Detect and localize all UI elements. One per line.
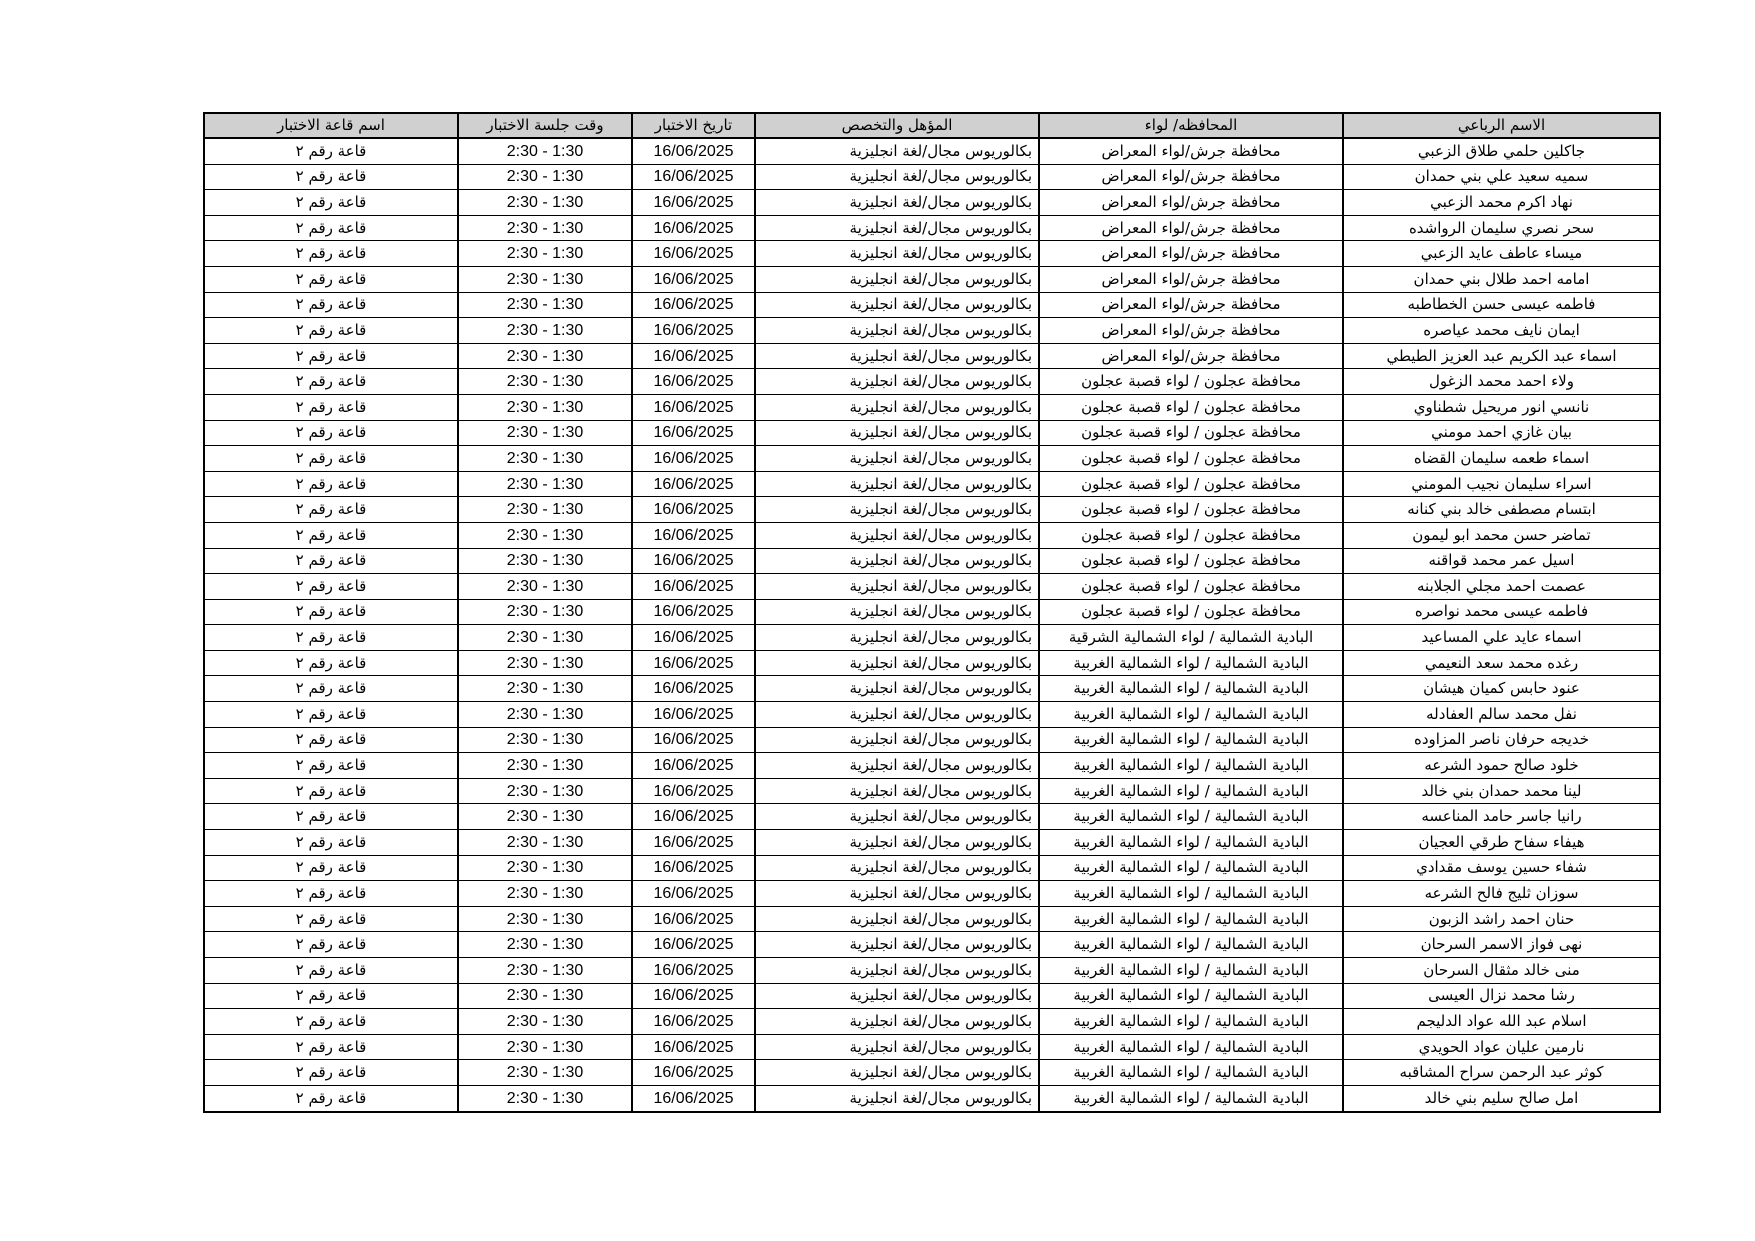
table-row — [204, 394, 1660, 420]
header-qualification: المؤهل والتخصص — [755, 113, 1039, 138]
room-cell: قاعة رقم ٢ — [204, 1034, 458, 1060]
date-cell: 16/06/2025 — [632, 1009, 755, 1035]
name-cell: جاكلين حلمي طلاق الزعبي — [1343, 138, 1660, 164]
room-cell: قاعة رقم ٢ — [204, 190, 458, 216]
date-cell: 16/06/2025 — [632, 343, 755, 369]
table-row — [204, 804, 1660, 830]
table-row — [204, 446, 1660, 472]
governorate-cell: البادية الشمالية / لواء الشمالية الغربية — [1039, 830, 1343, 856]
qualification-cell: بكالوريوس مجال/لغة انجليزية — [755, 778, 1039, 804]
time-cell: 2:30 - 1:30 — [458, 983, 632, 1009]
time-cell: 2:30 - 1:30 — [458, 215, 632, 241]
governorate-cell: محافظة عجلون / لواء قصبة عجلون — [1039, 497, 1343, 523]
time-cell: 2:30 - 1:30 — [458, 369, 632, 395]
qualification-cell: بكالوريوس مجال/لغة انجليزية — [755, 1060, 1039, 1086]
governorate-cell: البادية الشمالية / لواء الشمالية الغربية — [1039, 1009, 1343, 1035]
governorate-cell: محافظة عجلون / لواء قصبة عجلون — [1039, 574, 1343, 600]
room-cell: قاعة رقم ٢ — [204, 446, 458, 472]
qualification-cell: بكالوريوس مجال/لغة انجليزية — [755, 676, 1039, 702]
header-date: تاريخ الاختبار — [632, 113, 755, 138]
date-cell: 16/06/2025 — [632, 599, 755, 625]
name-cell: اسماء طعمه سليمان القضاه — [1343, 446, 1660, 472]
governorate-cell: محافظة جرش/لواء المعراض — [1039, 292, 1343, 318]
name-cell: رشا محمد نزال العيسى — [1343, 983, 1660, 1009]
qualification-cell: بكالوريوس مجال/لغة انجليزية — [755, 497, 1039, 523]
room-cell: قاعة رقم ٢ — [204, 599, 458, 625]
governorate-cell: البادية الشمالية / لواء الشمالية الغربية — [1039, 932, 1343, 958]
room-cell: قاعة رقم ٢ — [204, 394, 458, 420]
governorate-cell: البادية الشمالية / لواء الشمالية الغربية — [1039, 983, 1343, 1009]
qualification-cell: بكالوريوس مجال/لغة انجليزية — [755, 446, 1039, 472]
table-row — [204, 574, 1660, 600]
table-row — [204, 983, 1660, 1009]
governorate-cell: محافظة جرش/لواء المعراض — [1039, 241, 1343, 267]
date-cell: 16/06/2025 — [632, 1085, 755, 1111]
time-cell: 2:30 - 1:30 — [458, 778, 632, 804]
qualification-cell: بكالوريوس مجال/لغة انجليزية — [755, 138, 1039, 164]
date-cell: 16/06/2025 — [632, 727, 755, 753]
room-cell: قاعة رقم ٢ — [204, 369, 458, 395]
name-cell: نارمين عليان عواد الحويدي — [1343, 1034, 1660, 1060]
time-cell: 2:30 - 1:30 — [458, 855, 632, 881]
date-cell: 16/06/2025 — [632, 958, 755, 984]
name-cell: شفاء حسين يوسف مقدادي — [1343, 855, 1660, 881]
name-cell: عنود حابس كميان هيشان — [1343, 676, 1660, 702]
governorate-cell: البادية الشمالية / لواء الشمالية الغربية — [1039, 881, 1343, 907]
room-cell: قاعة رقم ٢ — [204, 241, 458, 267]
governorate-cell: البادية الشمالية / لواء الشمالية الغربية — [1039, 650, 1343, 676]
name-cell: رانيا جاسر حامد المناعسه — [1343, 804, 1660, 830]
header-room: اسم قاعة الاختبار — [204, 113, 458, 138]
room-cell: قاعة رقم ٢ — [204, 138, 458, 164]
table-row — [204, 830, 1660, 856]
time-cell: 2:30 - 1:30 — [458, 881, 632, 907]
qualification-cell: بكالوريوس مجال/لغة انجليزية — [755, 804, 1039, 830]
header-name: الاسم الرباعي — [1343, 113, 1660, 138]
qualification-cell: بكالوريوس مجال/لغة انجليزية — [755, 599, 1039, 625]
date-cell: 16/06/2025 — [632, 497, 755, 523]
date-cell: 16/06/2025 — [632, 983, 755, 1009]
table-row — [204, 625, 1660, 651]
table-row — [204, 1034, 1660, 1060]
date-cell: 16/06/2025 — [632, 625, 755, 651]
room-cell: قاعة رقم ٢ — [204, 753, 458, 779]
room-cell: قاعة رقم ٢ — [204, 343, 458, 369]
time-cell: 2:30 - 1:30 — [458, 394, 632, 420]
name-cell: حنان احمد راشد الزبون — [1343, 906, 1660, 932]
governorate-cell: محافظة جرش/لواء المعراض — [1039, 343, 1343, 369]
table-row — [204, 599, 1660, 625]
qualification-cell: بكالوريوس مجال/لغة انجليزية — [755, 855, 1039, 881]
name-cell: امل صالح سليم بني خالد — [1343, 1085, 1660, 1111]
date-cell: 16/06/2025 — [632, 522, 755, 548]
time-cell: 2:30 - 1:30 — [458, 420, 632, 446]
table-row — [204, 215, 1660, 241]
name-cell: اسيل عمر محمد قواقنه — [1343, 548, 1660, 574]
qualification-cell: بكالوريوس مجال/لغة انجليزية — [755, 266, 1039, 292]
table-row — [204, 369, 1660, 395]
governorate-cell: البادية الشمالية / لواء الشمالية الغربية — [1039, 804, 1343, 830]
name-cell: خلود صالح حمود الشرعه — [1343, 753, 1660, 779]
name-cell: نانسي انور مريحيل شطناوي — [1343, 394, 1660, 420]
date-cell: 16/06/2025 — [632, 702, 755, 728]
name-cell: خديجه حرفان ناصر المزاوده — [1343, 727, 1660, 753]
room-cell: قاعة رقم ٢ — [204, 778, 458, 804]
qualification-cell: بكالوريوس مجال/لغة انجليزية — [755, 1009, 1039, 1035]
table-row — [204, 676, 1660, 702]
room-cell: قاعة رقم ٢ — [204, 497, 458, 523]
room-cell: قاعة رقم ٢ — [204, 164, 458, 190]
room-cell: قاعة رقم ٢ — [204, 830, 458, 856]
governorate-cell: البادية الشمالية / لواء الشمالية الغربية — [1039, 855, 1343, 881]
qualification-cell: بكالوريوس مجال/لغة انجليزية — [755, 983, 1039, 1009]
table-row — [204, 1060, 1660, 1086]
qualification-cell: بكالوريوس مجال/لغة انجليزية — [755, 650, 1039, 676]
time-cell: 2:30 - 1:30 — [458, 292, 632, 318]
date-cell: 16/06/2025 — [632, 215, 755, 241]
table-row — [204, 702, 1660, 728]
date-cell: 16/06/2025 — [632, 190, 755, 216]
governorate-cell: البادية الشمالية / لواء الشمالية الغربية — [1039, 1085, 1343, 1111]
room-cell: قاعة رقم ٢ — [204, 471, 458, 497]
qualification-cell: بكالوريوس مجال/لغة انجليزية — [755, 394, 1039, 420]
table-row — [204, 266, 1660, 292]
governorate-cell: محافظة عجلون / لواء قصبة عجلون — [1039, 522, 1343, 548]
table-row — [204, 958, 1660, 984]
date-cell: 16/06/2025 — [632, 394, 755, 420]
name-cell: اسماء عايد علي المساعيد — [1343, 625, 1660, 651]
room-cell: قاعة رقم ٢ — [204, 420, 458, 446]
time-cell: 2:30 - 1:30 — [458, 599, 632, 625]
time-cell: 2:30 - 1:30 — [458, 318, 632, 344]
governorate-cell: محافظة جرش/لواء المعراض — [1039, 190, 1343, 216]
governorate-cell: البادية الشمالية / لواء الشمالية الغربية — [1039, 906, 1343, 932]
room-cell: قاعة رقم ٢ — [204, 1060, 458, 1086]
date-cell: 16/06/2025 — [632, 855, 755, 881]
time-cell: 2:30 - 1:30 — [458, 625, 632, 651]
room-cell: قاعة رقم ٢ — [204, 625, 458, 651]
date-cell: 16/06/2025 — [632, 574, 755, 600]
qualification-cell: بكالوريوس مجال/لغة انجليزية — [755, 830, 1039, 856]
governorate-cell: محافظة عجلون / لواء قصبة عجلون — [1039, 446, 1343, 472]
governorate-cell: محافظة جرش/لواء المعراض — [1039, 318, 1343, 344]
time-cell: 2:30 - 1:30 — [458, 446, 632, 472]
table-row — [204, 471, 1660, 497]
date-cell: 16/06/2025 — [632, 1034, 755, 1060]
date-cell: 16/06/2025 — [632, 881, 755, 907]
qualification-cell: بكالوريوس مجال/لغة انجليزية — [755, 471, 1039, 497]
time-cell: 2:30 - 1:30 — [458, 676, 632, 702]
table-row — [204, 1009, 1660, 1035]
time-cell: 2:30 - 1:30 — [458, 164, 632, 190]
table-row — [204, 420, 1660, 446]
qualification-cell: بكالوريوس مجال/لغة انجليزية — [755, 958, 1039, 984]
name-cell: نفل محمد سالم العفادله — [1343, 702, 1660, 728]
table-row — [204, 292, 1660, 318]
header-row — [204, 113, 1660, 138]
time-cell: 2:30 - 1:30 — [458, 190, 632, 216]
name-cell: اسلام عبد الله عواد الدليجم — [1343, 1009, 1660, 1035]
table-body — [204, 138, 1660, 1112]
name-cell: تماضر حسن محمد ابو ليمون — [1343, 522, 1660, 548]
qualification-cell: بكالوريوس مجال/لغة انجليزية — [755, 881, 1039, 907]
qualification-cell: بكالوريوس مجال/لغة انجليزية — [755, 727, 1039, 753]
room-cell: قاعة رقم ٢ — [204, 292, 458, 318]
room-cell: قاعة رقم ٢ — [204, 855, 458, 881]
room-cell: قاعة رقم ٢ — [204, 215, 458, 241]
room-cell: قاعة رقم ٢ — [204, 804, 458, 830]
room-cell: قاعة رقم ٢ — [204, 1085, 458, 1111]
time-cell: 2:30 - 1:30 — [458, 1034, 632, 1060]
time-cell: 2:30 - 1:30 — [458, 471, 632, 497]
qualification-cell: بكالوريوس مجال/لغة انجليزية — [755, 241, 1039, 267]
room-cell: قاعة رقم ٢ — [204, 958, 458, 984]
name-cell: اسماء عبد الكريم عبد العزيز الطيطي — [1343, 343, 1660, 369]
qualification-cell: بكالوريوس مجال/لغة انجليزية — [755, 753, 1039, 779]
table-row — [204, 241, 1660, 267]
name-cell: ولاء احمد محمد الزغول — [1343, 369, 1660, 395]
table-row — [204, 778, 1660, 804]
qualification-cell: بكالوريوس مجال/لغة انجليزية — [755, 164, 1039, 190]
date-cell: 16/06/2025 — [632, 778, 755, 804]
governorate-cell: محافظة جرش/لواء المعراض — [1039, 215, 1343, 241]
time-cell: 2:30 - 1:30 — [458, 343, 632, 369]
date-cell: 16/06/2025 — [632, 138, 755, 164]
table-row — [204, 138, 1660, 164]
qualification-cell: بكالوريوس مجال/لغة انجليزية — [755, 574, 1039, 600]
date-cell: 16/06/2025 — [632, 753, 755, 779]
time-cell: 2:30 - 1:30 — [458, 497, 632, 523]
room-cell: قاعة رقم ٢ — [204, 574, 458, 600]
table-row — [204, 932, 1660, 958]
date-cell: 16/06/2025 — [632, 830, 755, 856]
date-cell: 16/06/2025 — [632, 292, 755, 318]
table-row — [204, 1085, 1660, 1111]
room-cell: قاعة رقم ٢ — [204, 522, 458, 548]
time-cell: 2:30 - 1:30 — [458, 1085, 632, 1111]
room-cell: قاعة رقم ٢ — [204, 1009, 458, 1035]
table-row — [204, 164, 1660, 190]
name-cell: منى خالد مثقال السرحان — [1343, 958, 1660, 984]
date-cell: 16/06/2025 — [632, 446, 755, 472]
table-row — [204, 190, 1660, 216]
name-cell: بيان غازي احمد مومني — [1343, 420, 1660, 446]
time-cell: 2:30 - 1:30 — [458, 1060, 632, 1086]
date-cell: 16/06/2025 — [632, 650, 755, 676]
time-cell: 2:30 - 1:30 — [458, 522, 632, 548]
qualification-cell: بكالوريوس مجال/لغة انجليزية — [755, 190, 1039, 216]
governorate-cell: محافظة جرش/لواء المعراض — [1039, 164, 1343, 190]
time-cell: 2:30 - 1:30 — [458, 241, 632, 267]
room-cell: قاعة رقم ٢ — [204, 983, 458, 1009]
time-cell: 2:30 - 1:30 — [458, 650, 632, 676]
date-cell: 16/06/2025 — [632, 471, 755, 497]
table-row — [204, 497, 1660, 523]
qualification-cell: بكالوريوس مجال/لغة انجليزية — [755, 932, 1039, 958]
governorate-cell: محافظة عجلون / لواء قصبة عجلون — [1039, 599, 1343, 625]
name-cell: سحر نصري سليمان الرواشده — [1343, 215, 1660, 241]
qualification-cell: بكالوريوس مجال/لغة انجليزية — [755, 522, 1039, 548]
table-header — [204, 113, 1660, 138]
header-time: وقت جلسة الاختبار — [458, 113, 632, 138]
name-cell: نهى فواز الاسمر السرحان — [1343, 932, 1660, 958]
governorate-cell: البادية الشمالية / لواء الشمالية الغربية — [1039, 1034, 1343, 1060]
time-cell: 2:30 - 1:30 — [458, 138, 632, 164]
name-cell: هيفاء سفاح طرقي العجيان — [1343, 830, 1660, 856]
time-cell: 2:30 - 1:30 — [458, 804, 632, 830]
room-cell: قاعة رقم ٢ — [204, 548, 458, 574]
table-row — [204, 548, 1660, 574]
date-cell: 16/06/2025 — [632, 164, 755, 190]
governorate-cell: البادية الشمالية / لواء الشمالية الغربية — [1039, 958, 1343, 984]
time-cell: 2:30 - 1:30 — [458, 702, 632, 728]
governorate-cell: البادية الشمالية / لواء الشمالية الشرقية — [1039, 625, 1343, 651]
exam-schedule-table — [203, 112, 1661, 1113]
qualification-cell: بكالوريوس مجال/لغة انجليزية — [755, 548, 1039, 574]
table-row — [204, 855, 1660, 881]
name-cell: كوثر عبد الرحمن سراح المشاقبه — [1343, 1060, 1660, 1086]
governorate-cell: محافظة جرش/لواء المعراض — [1039, 266, 1343, 292]
time-cell: 2:30 - 1:30 — [458, 830, 632, 856]
name-cell: سميه سعيد علي بني حمدان — [1343, 164, 1660, 190]
governorate-cell: البادية الشمالية / لواء الشمالية الغربية — [1039, 778, 1343, 804]
name-cell: رغده محمد سعد النعيمي — [1343, 650, 1660, 676]
room-cell: قاعة رقم ٢ — [204, 932, 458, 958]
qualification-cell: بكالوريوس مجال/لغة انجليزية — [755, 343, 1039, 369]
governorate-cell: محافظة عجلون / لواء قصبة عجلون — [1039, 394, 1343, 420]
name-cell: فاطمه عيسى حسن الخطاطبه — [1343, 292, 1660, 318]
table-row — [204, 906, 1660, 932]
date-cell: 16/06/2025 — [632, 804, 755, 830]
room-cell: قاعة رقم ٢ — [204, 881, 458, 907]
time-cell: 2:30 - 1:30 — [458, 753, 632, 779]
room-cell: قاعة رقم ٢ — [204, 650, 458, 676]
governorate-cell: محافظة عجلون / لواء قصبة عجلون — [1039, 369, 1343, 395]
qualification-cell: بكالوريوس مجال/لغة انجليزية — [755, 369, 1039, 395]
date-cell: 16/06/2025 — [632, 318, 755, 344]
date-cell: 16/06/2025 — [632, 548, 755, 574]
date-cell: 16/06/2025 — [632, 369, 755, 395]
table-row — [204, 727, 1660, 753]
governorate-cell: البادية الشمالية / لواء الشمالية الغربية — [1039, 727, 1343, 753]
room-cell: قاعة رقم ٢ — [204, 727, 458, 753]
date-cell: 16/06/2025 — [632, 932, 755, 958]
table-row — [204, 881, 1660, 907]
name-cell: لينا محمد حمدان بني خالد — [1343, 778, 1660, 804]
date-cell: 16/06/2025 — [632, 676, 755, 702]
name-cell: نهاد اكرم محمد الزعبي — [1343, 190, 1660, 216]
name-cell: عصمت احمد مجلي الجلابنه — [1343, 574, 1660, 600]
room-cell: قاعة رقم ٢ — [204, 906, 458, 932]
time-cell: 2:30 - 1:30 — [458, 906, 632, 932]
name-cell: ميساء عاطف عايد الزعبي — [1343, 241, 1660, 267]
header-governorate: المحافظه/ لواء — [1039, 113, 1343, 138]
table-row — [204, 343, 1660, 369]
date-cell: 16/06/2025 — [632, 241, 755, 267]
time-cell: 2:30 - 1:30 — [458, 266, 632, 292]
governorate-cell: البادية الشمالية / لواء الشمالية الغربية — [1039, 753, 1343, 779]
time-cell: 2:30 - 1:30 — [458, 932, 632, 958]
qualification-cell: بكالوريوس مجال/لغة انجليزية — [755, 292, 1039, 318]
qualification-cell: بكالوريوس مجال/لغة انجليزية — [755, 420, 1039, 446]
governorate-cell: البادية الشمالية / لواء الشمالية الغربية — [1039, 1060, 1343, 1086]
qualification-cell: بكالوريوس مجال/لغة انجليزية — [755, 702, 1039, 728]
table-row — [204, 650, 1660, 676]
table-row — [204, 522, 1660, 548]
name-cell: ابتسام مصطفى خالد بني كنانه — [1343, 497, 1660, 523]
qualification-cell: بكالوريوس مجال/لغة انجليزية — [755, 215, 1039, 241]
table-row — [204, 753, 1660, 779]
time-cell: 2:30 - 1:30 — [458, 574, 632, 600]
name-cell: امامه احمد طلال بني حمدان — [1343, 266, 1660, 292]
governorate-cell: البادية الشمالية / لواء الشمالية الغربية — [1039, 676, 1343, 702]
qualification-cell: بكالوريوس مجال/لغة انجليزية — [755, 906, 1039, 932]
time-cell: 2:30 - 1:30 — [458, 958, 632, 984]
room-cell: قاعة رقم ٢ — [204, 702, 458, 728]
qualification-cell: بكالوريوس مجال/لغة انجليزية — [755, 625, 1039, 651]
governorate-cell: محافظة عجلون / لواء قصبة عجلون — [1039, 420, 1343, 446]
governorate-cell: محافظة عجلون / لواء قصبة عجلون — [1039, 471, 1343, 497]
date-cell: 16/06/2025 — [632, 1060, 755, 1086]
room-cell: قاعة رقم ٢ — [204, 676, 458, 702]
governorate-cell: محافظة جرش/لواء المعراض — [1039, 138, 1343, 164]
name-cell: اسراء سليمان نجيب المومني — [1343, 471, 1660, 497]
date-cell: 16/06/2025 — [632, 420, 755, 446]
governorate-cell: البادية الشمالية / لواء الشمالية الغربية — [1039, 702, 1343, 728]
name-cell: ايمان نايف محمد عياصره — [1343, 318, 1660, 344]
time-cell: 2:30 - 1:30 — [458, 548, 632, 574]
date-cell: 16/06/2025 — [632, 906, 755, 932]
governorate-cell: محافظة عجلون / لواء قصبة عجلون — [1039, 548, 1343, 574]
date-cell: 16/06/2025 — [632, 266, 755, 292]
time-cell: 2:30 - 1:30 — [458, 727, 632, 753]
qualification-cell: بكالوريوس مجال/لغة انجليزية — [755, 1034, 1039, 1060]
name-cell: سوزان ثليج فالح الشرعه — [1343, 881, 1660, 907]
table-row — [204, 318, 1660, 344]
name-cell: فاطمه عيسى محمد نواصره — [1343, 599, 1660, 625]
qualification-cell: بكالوريوس مجال/لغة انجليزية — [755, 318, 1039, 344]
time-cell: 2:30 - 1:30 — [458, 1009, 632, 1035]
room-cell: قاعة رقم ٢ — [204, 266, 458, 292]
qualification-cell: بكالوريوس مجال/لغة انجليزية — [755, 1085, 1039, 1111]
room-cell: قاعة رقم ٢ — [204, 318, 458, 344]
